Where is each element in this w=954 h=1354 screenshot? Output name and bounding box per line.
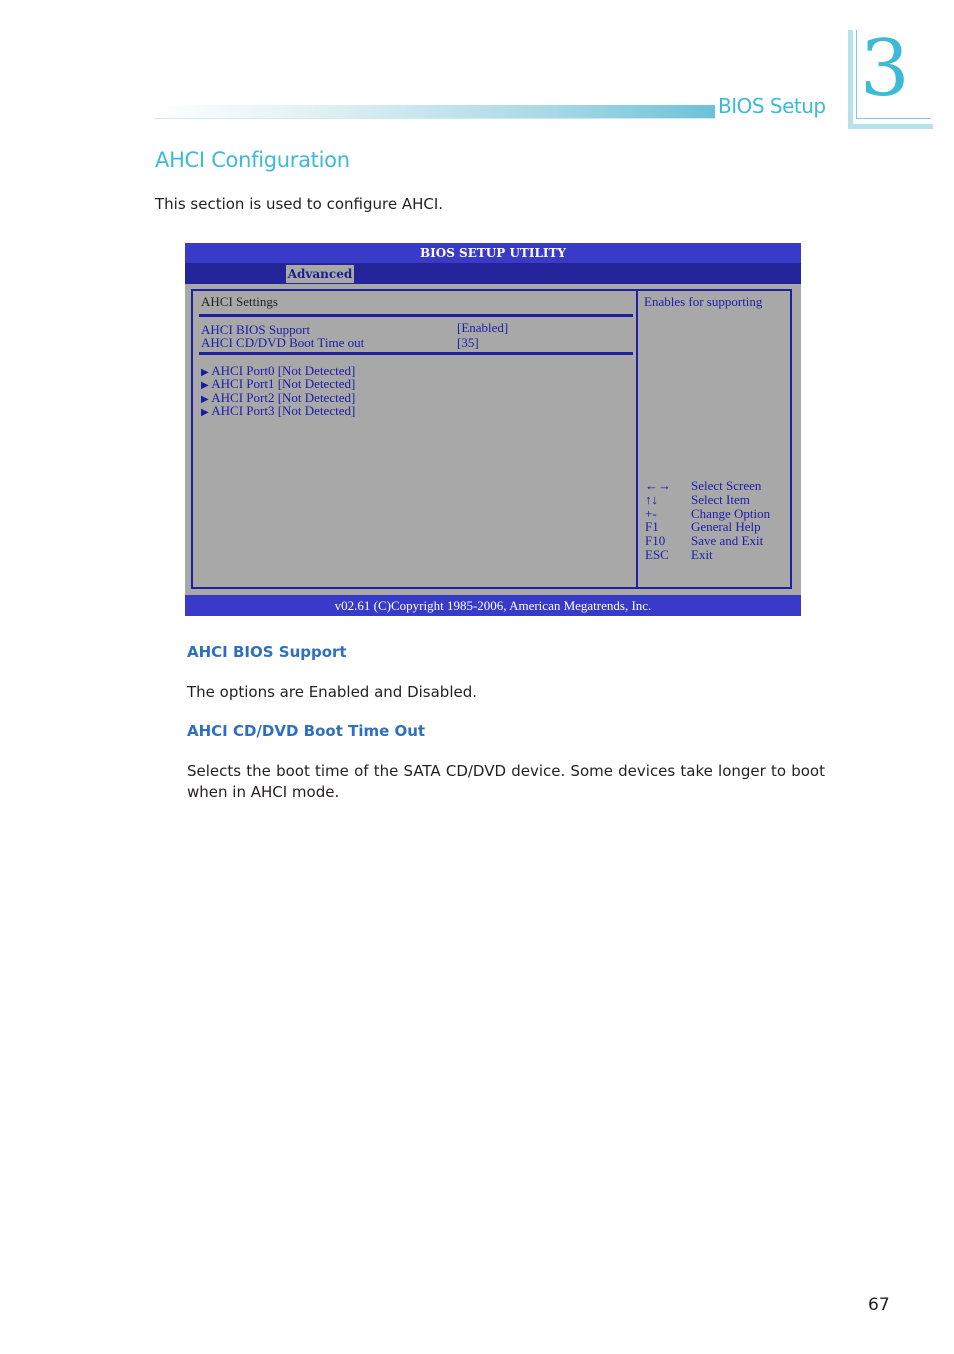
key-exit-action: Exit [691, 547, 713, 562]
bios-tab-bar [185, 263, 801, 284]
port-label: AHCI Port1 [211, 376, 275, 391]
heading-ahci-cddvd-boot-timeout: AHCI CD/DVD Boot Time Out [187, 722, 426, 740]
submenu-arrow-icon: ▶ [201, 394, 209, 405]
port-value: [Not Detected] [277, 390, 356, 405]
key-save-exit-action: Save and Exit [691, 533, 764, 548]
port-label: AHCI Port3 [211, 403, 275, 418]
key-select-item: ↑↓ [645, 492, 658, 507]
page-number: 67 [868, 1295, 890, 1315]
heading-ahci-bios-support: AHCI BIOS Support [187, 643, 347, 661]
setting-ahci-cddvd-boot-timeout[interactable]: AHCI CD/DVD Boot Time out [201, 335, 365, 350]
port-label: AHCI Port2 [211, 390, 275, 405]
section-label: BIOS Setup [718, 94, 826, 118]
setting-value-ahci-cddvd-boot-timeout[interactable]: [35] [457, 335, 479, 350]
bios-separator-bottom [199, 352, 633, 355]
setting-value-ahci-bios-support[interactable]: [Enabled] [457, 320, 509, 335]
submenu-arrow-icon: ▶ [201, 380, 209, 391]
bios-footer: v02.61 (C)Copyright 1985-2006, American Megatrends, Inc. [185, 595, 801, 616]
key-select-screen-action: Select Screen [691, 478, 762, 493]
intro-text: This section is used to configure AHCI. [155, 195, 444, 213]
text-ahci-cddvd-boot-timeout: Selects the boot time of the SATA CD/DVD device. Some devices take longer to boot when in AHCI mode. [187, 762, 825, 801]
bios-help-text: Enables for supporting [644, 294, 763, 309]
bios-title-bar: BIOS SETUP UTILITY [185, 243, 801, 263]
key-general-help-action: General Help [691, 519, 761, 534]
header-rule [155, 118, 715, 119]
page-title: AHCI Configuration [155, 148, 350, 172]
text-ahci-bios-support: The options are Enabled and Disabled. [187, 683, 478, 701]
bios-section-title: AHCI Settings [201, 294, 278, 309]
submenu-arrow-icon: ▶ [201, 367, 209, 378]
port-item-3[interactable] [201, 404, 355, 420]
header-gradient-bar [155, 105, 715, 118]
port-value: [Not Detected] [277, 376, 356, 391]
bios-panel-divider [636, 289, 638, 589]
key-save-exit: F10 [645, 533, 666, 548]
port-label: AHCI Port0 [211, 363, 275, 378]
key-exit: ESC [645, 547, 669, 562]
setting-ahci-bios-support[interactable]: AHCI BIOS Support [201, 322, 311, 337]
key-general-help: F1 [645, 519, 659, 534]
key-select-screen: ←→ [645, 478, 671, 493]
submenu-arrow-icon: ▶ [201, 407, 209, 418]
bios-screenshot [185, 243, 801, 616]
port-value: [Not Detected] [277, 363, 356, 378]
bios-separator-top [199, 314, 633, 317]
key-change-option: +- [645, 506, 657, 521]
port-value: [Not Detected] [277, 403, 356, 418]
key-select-item-action: Select Item [691, 492, 750, 507]
chapter-number: 3 [860, 24, 910, 114]
tab-advanced[interactable]: Advanced [287, 267, 353, 281]
key-change-option-action: Change Option [691, 506, 771, 521]
